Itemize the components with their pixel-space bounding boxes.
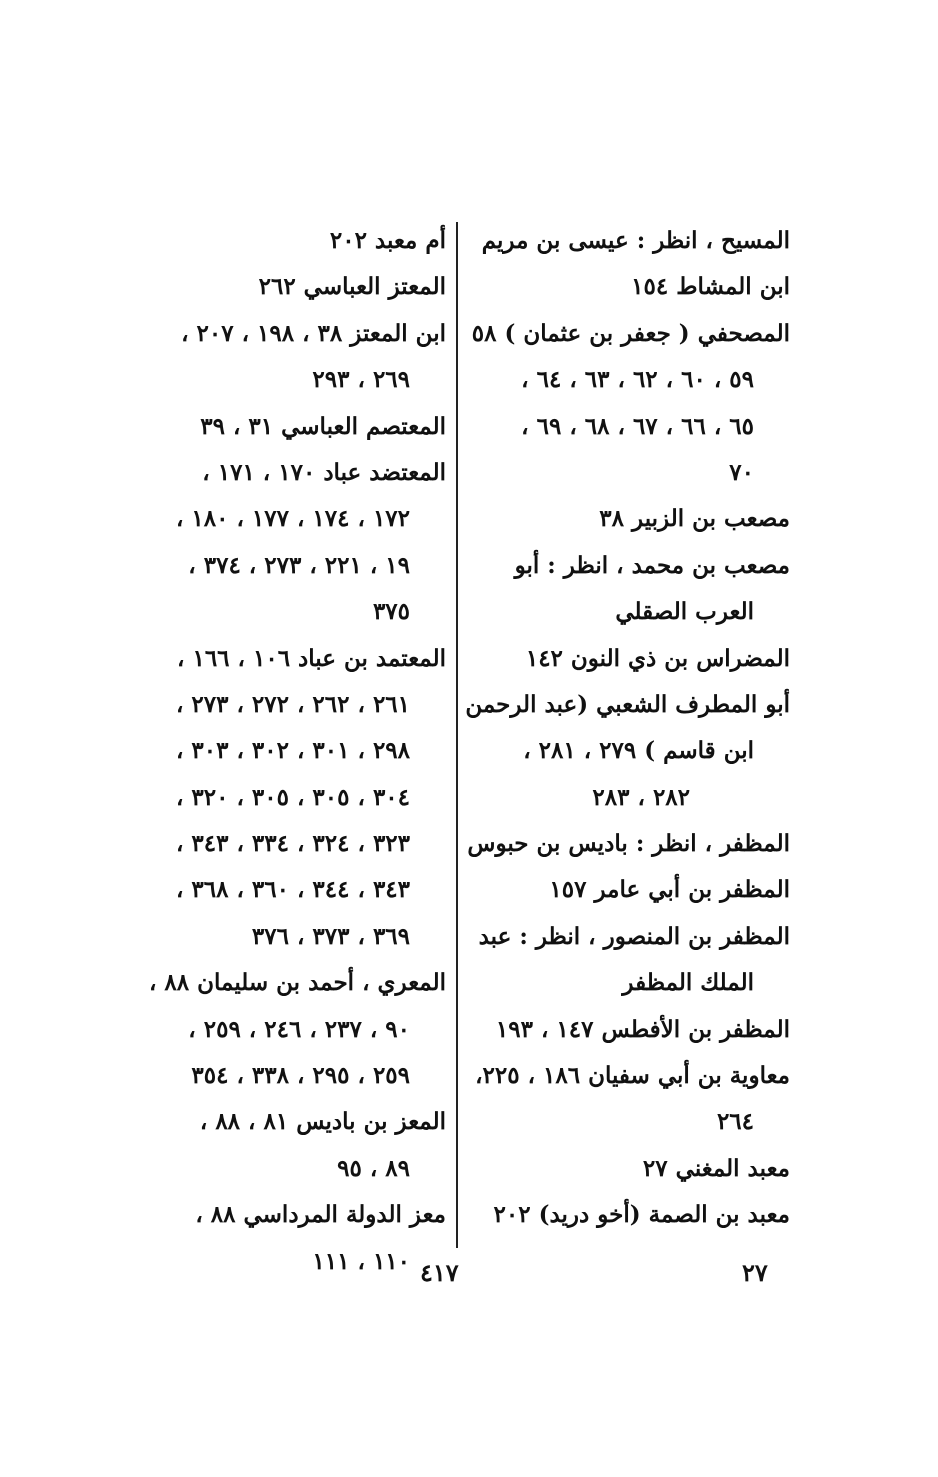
index-entry: المظفر بن أبي عامر ١٥٧ <box>549 876 790 904</box>
index-entry-continuation: ٢٦١ ، ٢٦٢ ، ٢٧٢ ، ٢٧٣ ، <box>175 690 410 718</box>
index-entry: المعتز العباسي ٢٦٢ <box>258 273 446 301</box>
index-entry: المعز بن باديس ٨١ ، ٨٨ ، <box>199 1108 446 1136</box>
index-entry-continuation: ابن قاسم ) ٢٧٩ ، ٢٨١ ، <box>523 737 754 765</box>
index-entry: معبد بن الصمة (أخو دريد) ٢٠٢ <box>493 1201 790 1229</box>
index-column-left <box>116 218 446 1285</box>
page-number: ٤١٧ <box>420 1258 459 1287</box>
index-entry: أبو المطرف الشعبي (عبد الرحمن <box>465 690 790 718</box>
index-entry-continuation: ٣٤٣ ، ٣٤٤ ، ٣٦٠ ، ٣٦٨ ، <box>175 876 410 904</box>
index-entry-continuation: ١١٠ ، ١١١ <box>312 1247 410 1275</box>
index-entry: المظفر ، انظر : باديس بن حبوس <box>467 830 790 858</box>
index-entry: أم معبد ٢٠٢ <box>329 227 446 254</box>
index-entry: ابن المعتز ٣٨ ، ١٩٨ ، ٢٠٧ ، <box>181 319 446 347</box>
index-entry: معاوية بن أبي سفيان ١٨٦ ، ٢٢٥، <box>475 1062 790 1090</box>
index-entry-continuation: ٩٠ ، ٢٣٧ ، ٢٤٦ ، ٢٥٩ ، <box>188 1015 410 1043</box>
index-entry: المصحفي ( جعفر بن عثمان ) ٥٨ <box>471 319 790 347</box>
index-entry-continuation: ٢٩٨ ، ٣٠١ ، ٣٠٢ ، ٣٠٣ ، <box>175 737 410 765</box>
index-entry: المظفر بن الأفطس ١٤٧ ، ١٩٣ <box>495 1015 790 1043</box>
index-entry: معز الدولة المرداسي ٨٨ ، <box>195 1201 446 1229</box>
index-entry: المظفر بن المنصور ، انظر : عبد <box>478 922 790 950</box>
column-divider <box>456 222 458 1248</box>
index-entry-continuation: ٨٩ ، ٩٥ <box>337 1154 410 1182</box>
index-entry-continuation: الملك المظفر <box>622 969 754 997</box>
index-column-right <box>460 218 790 1239</box>
index-entry-continuation: ١٧٢ ، ١٧٤ ، ١٧٧ ، ١٨٠ ، <box>175 505 410 533</box>
index-entry: المعتمد بن عباد ١٠٦ ، ١٦٦ ، <box>177 644 446 672</box>
index-entry-continuation: ٢٦٤ <box>716 1108 754 1136</box>
index-entry-continuation: ٥٩ ، ٦٠ ، ٦٢ ، ٦٣ ، ٦٤ ، <box>521 366 754 394</box>
index-entry-continuation: ٣٧٥ <box>372 598 410 626</box>
index-entry: المعتضد عباد ١٧٠ ، ١٧١ ، <box>202 458 446 486</box>
index-entry: المعتصم العباسي ٣١ ، ٣٩ <box>200 412 446 440</box>
index-entry-continuation: ٢٥٩ ، ٢٩٥ ، ٣٣٨ ، ٣٥٤ <box>191 1062 410 1090</box>
index-entry: المعري ، أحمد بن سليمان ٨٨ ، <box>148 969 446 997</box>
index-entry-continuation: ٣٦٩ ، ٣٧٣ ، ٣٧٦ <box>251 922 410 950</box>
signature-mark: ٢٧ <box>742 1258 768 1287</box>
index-entry: مصعب بن محمد ، انظر : أبو <box>514 551 790 579</box>
index-entry-continuation: ٢٦٩ ، ٢٩٣ <box>312 366 410 394</box>
index-entry-continuation: ٢٨٢ ، ٢٨٣ <box>592 783 690 811</box>
index-entry-continuation: ٧٠ <box>729 458 754 486</box>
index-entry-continuation: العرب الصقلي <box>615 598 754 626</box>
index-entry-continuation: ٣٠٤ ، ٣٠٥ ، ٣٠٥ ، ٣٢٠ ، <box>175 783 410 811</box>
index-entry-continuation: ٦٥ ، ٦٦ ، ٦٧ ، ٦٨ ، ٦٩ ، <box>521 412 754 440</box>
index-entry: المسيح ، انظر : عيسى بن مريم <box>481 227 790 254</box>
index-entry: معبد المغني ٢٧ <box>642 1154 790 1182</box>
index-entry-continuation: ٣٢٣ ، ٣٢٤ ، ٣٣٤ ، ٣٤٣ ، <box>175 830 410 858</box>
index-entry-continuation: ١٩ ، ٢٢١ ، ٢٧٣ ، ٣٧٤ ، <box>188 551 410 579</box>
index-entry: المضراس بن ذي النون ١٤٢ <box>525 644 790 672</box>
index-entry: مصعب بن الزبير ٣٨ <box>599 505 790 533</box>
index-entry: ابن المشاط ١٥٤ <box>631 273 790 301</box>
